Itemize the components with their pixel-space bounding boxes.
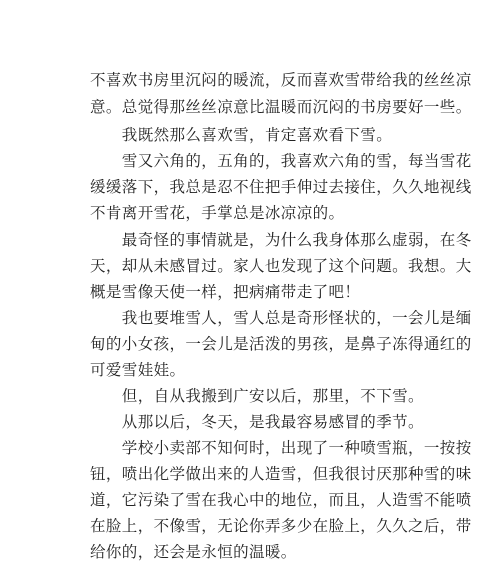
text-line: 甸的小女孩，一会儿是活泼的男孩，是鼻子冻得通红的 (90, 335, 472, 353)
text-line: 概是雪像天使一样，把病痛带走了吧！ (90, 283, 361, 301)
text-line: 不喜欢书房里沉闷的暖流，反而喜欢雪带给我的丝丝凉 (90, 71, 472, 89)
text-line: 钮，喷出化学做出来的人造雪，但我很讨厌那种雪的味 (90, 465, 472, 483)
text-line: 道，它污染了雪在我心中的地位，而且，人造雪不能喷 (90, 491, 472, 509)
text-line: 学校小卖部不知何时，出现了一种喷雪瓶，一按按 (90, 439, 472, 457)
text-line: 从那以后，冬天，是我最容易感冒的季节。 (90, 413, 424, 431)
text-line: 意。总觉得那丝丝凉意比温暖而沉闷的书房要好一些。 (90, 98, 472, 116)
text-line: 可爱雪娃娃。 (90, 361, 186, 379)
text-line: 我既然那么喜欢雪，肯定喜欢看下雪。 (90, 126, 393, 144)
text-line: 天，却从未感冒过。家人也发现了这个问题。我想。大 (90, 257, 472, 275)
text-line: 最奇怪的事情就是，为什么我身体那么虚弱，在冬 (90, 231, 472, 249)
text-line: 我也要堆雪人，雪人总是奇形怪状的，一会儿是缅 (90, 309, 472, 327)
text-line: 给你的，还会是永恒的温暖。 (90, 543, 297, 561)
text-line: 在脸上，不像雪，无论你弄多少在脸上，久久之后，带 (90, 517, 472, 535)
text-line: 缓缓落下，我总是忍不住把手伸过去接住，久久地视线 (90, 178, 472, 196)
text-line: 但，自从我搬到广安以后，那里，不下雪。 (90, 387, 424, 405)
text-line: 雪又六角的，五角的，我喜欢六角的雪，每当雪花 (90, 152, 472, 170)
text-line: 不肯离开雪花，手掌总是冰凉凉的。 (90, 204, 345, 222)
